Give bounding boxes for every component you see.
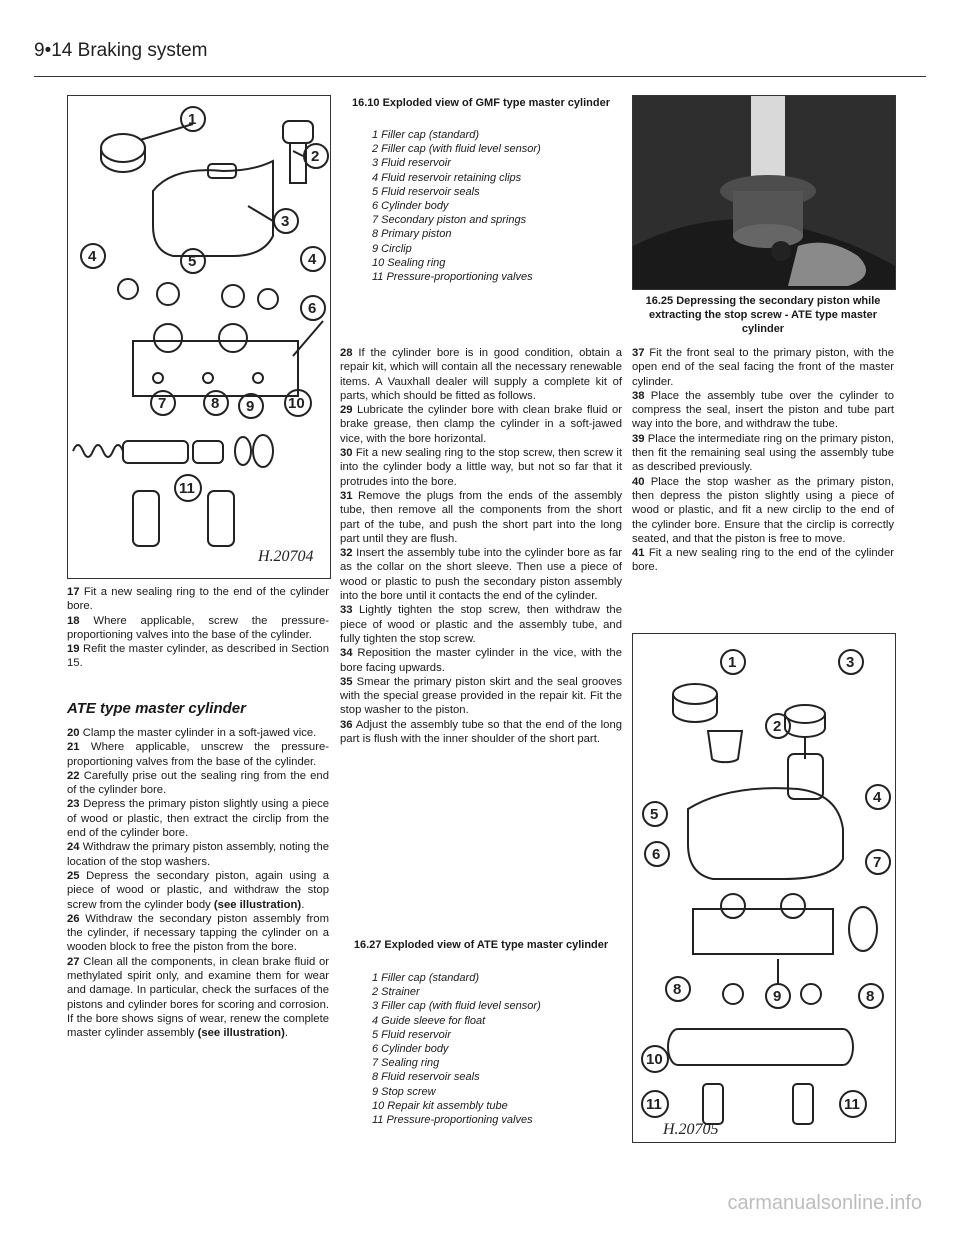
svg-text:4: 4 (88, 248, 97, 265)
header-rule (34, 76, 926, 77)
svg-text:1: 1 (728, 654, 737, 671)
left-column-top (67, 585, 329, 671)
legend-item: 3 Filler cap (with fluid level sensor) (372, 1000, 541, 1013)
legend-item: 5 Fluid reservoir (372, 1028, 451, 1041)
step-23: 23 Depress the primary piston slightly using a piece of wood or plastic, then extract the circlip from the end of the cylinder bore. (67, 798, 330, 840)
step-30: 30 Fit a new sealing ring to the stop screw, then screw it into the cylinder body a little way, but not so far that it protrudes into the bore. (340, 447, 622, 488)
svg-text:2: 2 (773, 718, 782, 735)
svg-text:5: 5 (188, 253, 197, 270)
step-27: 27 Clean all the components, in clean brake fluid or methylated spirit only, and examine them for wear and damage. In particular, check the surfaces of the pistons and cylinder bores for scoring and corrosion. If the bore shows signs of wear, renew the complete master cylinder assembly (see illustration). (67, 955, 330, 1040)
legend-item: 9 Stop screw (372, 1085, 436, 1098)
step-17: 17 Fit a new sealing ring to the end of the cylinder bore. (67, 586, 330, 613)
ate-photo-caption: 16.25 Depressing the secondary piston while extracting the stop screw - ATE type master cylinder (645, 295, 881, 335)
step-29: 29 Lubricate the cylinder bore with clean brake fluid or brake grease, then clamp the cylinder in a soft-jawed vice, with the bore horizontal. (340, 404, 623, 445)
middle-column (340, 346, 622, 746)
section-heading: ATE type master cylinder (67, 700, 246, 717)
step-26: 26 Withdraw the secondary piston assembly from the cylinder, if necessary tapping the cylinder on a wooden block to free the piston from the bore. (67, 912, 329, 954)
legend-item: 10 Sealing ring (372, 256, 446, 269)
svg-text:7: 7 (873, 854, 882, 871)
gmf-diagram-drawing (68, 96, 330, 578)
page-header (34, 40, 208, 62)
gmf-exploded-diagram (67, 95, 331, 579)
gmf-legend-list (372, 128, 541, 284)
legend-item: 9 Circlip (372, 242, 412, 255)
legend-item: 7 Sealing ring (372, 1057, 440, 1070)
step-33: 33 Lightly tighten the stop screw, then withdraw the piece of wood or plastic and the assembly tube, and fully tighten the stop screw. (340, 604, 622, 645)
gmf-diagram-ref: H.20704 (258, 548, 314, 565)
ate-legend-list (372, 971, 541, 1127)
step-41: 41 Fit a new sealing ring to the end of the cylinder bore. (632, 547, 895, 574)
step-40: 40 Place the stop washer as the primary piston, then depress the piston slightly using a piece of wood or plastic, and fit a new circlip to the end of the cylinder bore. Ensure that the circlip is correctly seated, and that the piston is free to move. (632, 475, 894, 545)
legend-item: 1 Filler cap (standard) (372, 972, 479, 984)
legend-item: 6 Cylinder body (372, 200, 449, 213)
step-31: 31 Remove the plugs from the ends of the assembly tube, then remove all the components from the short part of the tube, and push the short part into the long part until they are flush. (340, 489, 622, 545)
legend-item: 3 Fluid reservoir (372, 157, 451, 170)
svg-text:8: 8 (866, 988, 875, 1005)
left-column-bottom (67, 726, 329, 1041)
ate-diagram-drawing (633, 634, 895, 1142)
step-38: 38 Place the assembly tube over the cylinder to compress the seal, insert the piston and tube part way into the bore, and withdraw the tube. (632, 389, 894, 431)
legend-item: 8 Primary piston (372, 228, 452, 241)
svg-text:2: 2 (311, 148, 320, 165)
svg-text:6: 6 (652, 846, 661, 863)
svg-text:4: 4 (873, 789, 882, 806)
legend-item: 10 Repair kit assembly tube (372, 1099, 508, 1112)
svg-text:3: 3 (281, 213, 290, 230)
step-18: 18 Where applicable, screw the pressure-proportioning valves into the base of the cylinder. (67, 614, 329, 641)
ate-photo-drawing (633, 96, 895, 289)
ate-legend-title: 16.27 Exploded view of ATE type master cylinder (353, 939, 609, 951)
legend-item: 6 Cylinder body (372, 1043, 449, 1056)
page-title: Braking system (77, 40, 208, 61)
step-28: 28 If the cylinder bore is in good condition, obtain a repair kit, which will contain all the necessary renewable items. A Vauxhall dealer will supply a complete kit of parts, which should be fitted as follows. (340, 347, 622, 402)
svg-text:8: 8 (211, 395, 220, 412)
see-illustration-link: (see illustration) (197, 1027, 285, 1040)
step-21: 21 Where applicable, unscrew the pressure-proportioning valves from the base of the cylinder. (67, 741, 330, 768)
step-24: 24 Withdraw the primary piston assembly, noting the location of the stop washers. (67, 841, 330, 868)
step-34: 34 Reposition the master cylinder in the vice, with the bore facing upwards. (340, 647, 622, 674)
svg-text:9: 9 (246, 398, 255, 415)
svg-text:10: 10 (646, 1051, 663, 1068)
gmf-legend-title: 16.10 Exploded view of GMF type master cylinder (352, 97, 610, 109)
legend-item: 2 Filler cap (with fluid level sensor) (372, 143, 541, 156)
see-illustration-link: (see illustration) (213, 898, 302, 911)
page-number: 9•14 (34, 40, 73, 61)
right-column (632, 346, 894, 575)
svg-text:11: 11 (844, 1096, 860, 1113)
step-37: 37 Fit the front seal to the primary piston, with the open end of the seal facing the front of the master cylinder. (632, 347, 894, 388)
svg-text:1: 1 (188, 111, 197, 128)
step-36: 36 Adjust the assembly tube so that the end of the long part is flush with the inner shoulder of the short part. (340, 718, 623, 746)
svg-text:5: 5 (650, 806, 659, 823)
legend-item: 4 Fluid reservoir retaining clips (372, 171, 522, 184)
svg-text:10: 10 (288, 395, 305, 412)
svg-text:11: 11 (646, 1096, 662, 1113)
legend-item: 8 Fluid reservoir seals (372, 1071, 480, 1084)
legend-item: 7 Secondary piston and springs (372, 214, 527, 227)
svg-text:6: 6 (308, 300, 317, 317)
legend-item: 2 Strainer (372, 986, 420, 999)
ate-photo (632, 95, 896, 290)
step-25: 25 Depress the secondary piston, again using a piece of wood or plastic, and withdraw the stop screw from the cylinder body (see illustration). (67, 869, 330, 911)
watermark: carmanualsonline.info (727, 1192, 922, 1214)
legend-item: 4 Guide sleeve for float (372, 1014, 486, 1027)
svg-text:3: 3 (846, 654, 855, 671)
legend-item: 5 Fluid reservoir seals (372, 185, 480, 198)
svg-text:8: 8 (673, 981, 682, 998)
step-20: 20 Clamp the master cylinder in a soft-jawed vice. (67, 727, 317, 739)
legend-item: 1 Filler cap (standard) (372, 129, 479, 141)
step-35: 35 Smear the primary piston skirt and the seal grooves with the special grease provided in the repair kit. Fit the stop washer to the piston. (340, 675, 622, 717)
svg-text:9: 9 (773, 988, 782, 1005)
ate-exploded-diagram (632, 633, 896, 1143)
svg-text:7: 7 (158, 395, 167, 412)
step-39: 39 Place the intermediate ring on the primary piston, then fit the remaining seal using the assembly tube as described previously. (632, 432, 894, 474)
step-19: 19 Refit the master cylinder, as described in Section 15. (67, 643, 329, 670)
legend-item: 11 Pressure-proportioning valves (372, 271, 533, 284)
step-22: 22 Carefully prise out the sealing ring from the end of the cylinder bore. (67, 769, 329, 797)
legend-item: 11 Pressure-proportioning valves (372, 1114, 533, 1127)
step-32: 32 Insert the assembly tube into the cylinder bore as far as the collar on the short sleeve. Then use a piece of wood or plastic to push the secondary piston assembly into the bore until it contacts the end of the cylinder. (340, 547, 623, 603)
svg-text:4: 4 (308, 251, 317, 268)
svg-text:11: 11 (179, 480, 195, 497)
ate-diagram-ref: H.20705 (663, 1121, 719, 1138)
